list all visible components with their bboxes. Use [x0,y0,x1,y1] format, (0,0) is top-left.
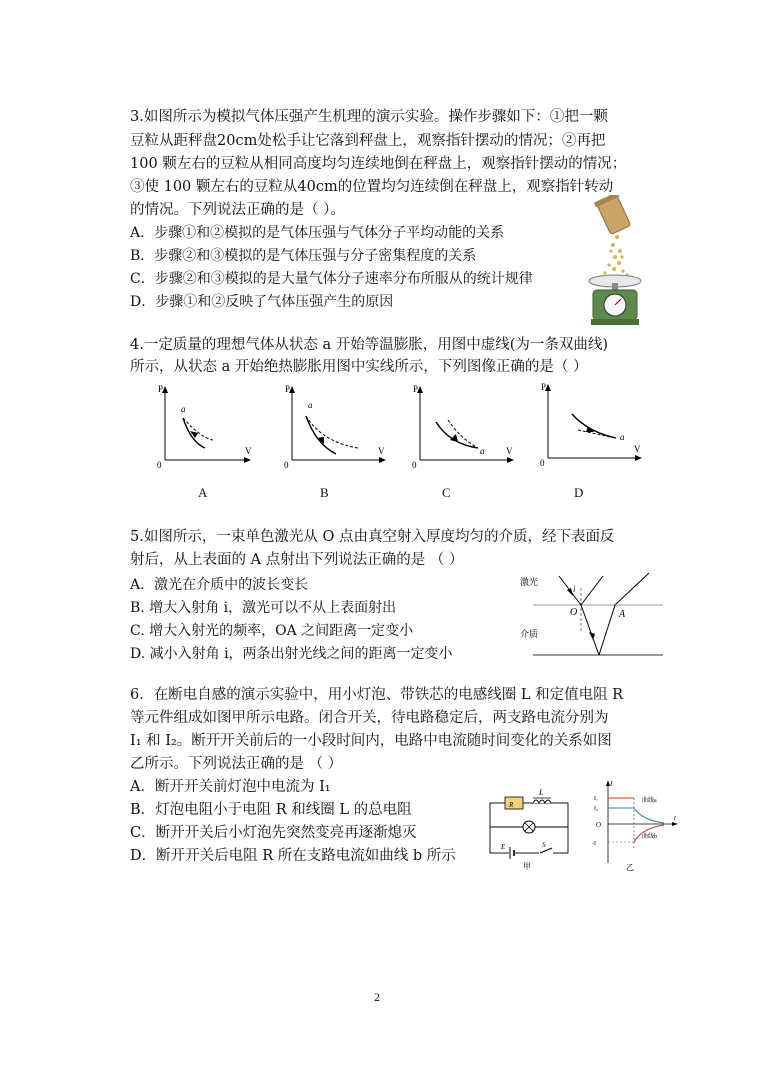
pv-b-origin: 0 [284,460,289,470]
pv-graph-d [538,380,648,470]
q3-option-b: B．步骤②和③模拟的是气体压强与分子密集程度的关系 [130,248,477,264]
q3-option-c: C．步骤②和③模拟的是大量气体分子速率分布所服从的统计规律 [130,271,533,287]
q5-line-1: 5.如图所示，一束单色激光从 O 点由真空射入厚度均匀的介质，经下表面反 [130,529,615,545]
circuit-diagram [485,785,575,870]
pv-c-state-label: a [480,446,485,456]
point-o-label: O [570,607,578,618]
circuit-r-label: R [509,801,514,809]
graph-a-letter: A [198,485,208,500]
q3-option-d: D．步骤①和②反映了气体压强产生的原因 [130,294,394,310]
q5-option-d: D. 减小入射角 i，两条出射光线之间的距离一定变小 [130,646,453,662]
q3-line-2: 豆粒从距秤盘20cm处松手让它落到秤盘上，观察指针摆动的情况；②再把 [130,133,606,149]
plot-curve-b-label: 曲线b [642,834,658,840]
plot-i-axis-label: I [610,780,613,788]
circuit-l-label: L [539,788,544,797]
bean-scale-illustration [575,195,655,330]
pv-a-v-label: V [245,446,252,456]
pv-graph-b [282,382,392,472]
pv-c-origin: 0 [412,460,417,470]
pv-a-p-label: P [158,384,164,394]
q6-option-b: B．灯泡电阻小于电阻 R 和线圈 L 的总电阻 [130,802,412,818]
incident-angle-label: i [573,584,576,594]
pv-c-v-label: V [506,446,513,456]
q3-line-3: 100 颗左右的豆粒从相同高度均匀连续地倒在秤盘上，观察指针摆动的情况； [130,156,627,172]
pv-b-state-label: a [308,400,313,410]
pv-graph-c [410,382,520,472]
pv-a-state-label: a [181,404,186,414]
plot-curve-a-label: 曲线a [642,798,657,804]
pv-d-state-label: a [620,432,625,442]
plot-caption: 乙 [626,863,634,872]
pv-b-v-label: V [378,446,385,456]
plot-i1-label: I₁ [594,796,599,802]
q3-option-a: A．步骤①和②模拟的是气体压强与气体分子平均动能的关系 [130,225,505,241]
graph-d-letter: D [574,485,584,500]
q4-line-2: 所示，从状态 a 开始绝热膨胀用图中实线所示，下列图像正确的是（ ） [130,359,588,375]
graph-b-letter: B [320,485,329,500]
pv-d-p-label: P [541,382,547,392]
laser-label: 激光 [520,577,539,587]
plot-origin-label: O [596,821,602,829]
q6-option-c: C．断开开关后小灯泡先突然变亮再逐渐熄灭 [130,825,417,841]
circuit-e-label: E [501,843,506,851]
plot-i2-label: I₂ [594,806,599,812]
page-number: 2 [374,990,380,1004]
q5-option-a: A．激光在介质中的波长变长 [130,577,309,593]
q5-option-c: C. 增大入射光的频率，OA 之间距离一定变小 [130,623,414,639]
pv-d-origin: 0 [540,458,545,468]
medium-label: 介质 [520,629,539,639]
pv-d-v-label: V [634,444,641,454]
graph-c-letter: C [442,485,451,500]
pv-a-origin: 0 [157,460,162,470]
q6-line-4: 乙所示。下列说法正确的是 （ ） [130,756,343,772]
q4-line-1: 4.一定质量的理想气体从状态 a 开始等温膨胀，用图中虚线(为一条双曲线) [130,337,609,353]
q6-option-a: A．断开开关前灯泡中电流为 I₁ [130,779,331,795]
plot-t-axis-label: t [674,814,676,822]
plot-neg-label: -I [592,841,596,847]
q5-option-b: B. 增大入射角 i，激光可以不从上表面射出 [130,600,397,616]
q6-line-3: I₁ 和 I₂。断开开关前后的一小段时间内，电路中电流随时间变化的关系如图 [130,733,612,749]
q5-line-2: 射后，从上表面的 A 点射出下列说法正确的是 （ ） [130,552,464,568]
q3-line-5: 的情况。下列说法正确的是（ ）。 [130,202,345,218]
circuit-caption: 甲 [523,862,531,870]
q6-line-1: 6．在断电自感的演示实验中，用小灯泡、带铁芯的电感线圈 L 和定值电阻 R [130,687,624,703]
current-time-plot [590,778,680,873]
q3-line-1: 3.如图所示为模拟气体压强产生机理的演示实验。操作步骤如下：①把一颗 [130,109,608,125]
circuit-s-label: S [542,841,546,849]
pv-graph-a [155,382,255,472]
q6-line-2: 等元件组成如图甲所示电路。闭合开关，待电路稳定后，两支路电流分别为 [130,710,609,726]
laser-medium-diagram [515,568,665,663]
pv-b-p-label: P [285,384,291,394]
pv-c-p-label: P [413,384,419,394]
q6-option-d: D．断开开关后电阻 R 所在支路电流如曲线 b 所示 [130,848,456,864]
q3-line-4: ③使 100 颗左右的豆粒从40cm的位置均匀连续倒在秤盘上，观察指针转动 [130,179,614,195]
point-a-label: A [619,609,626,620]
